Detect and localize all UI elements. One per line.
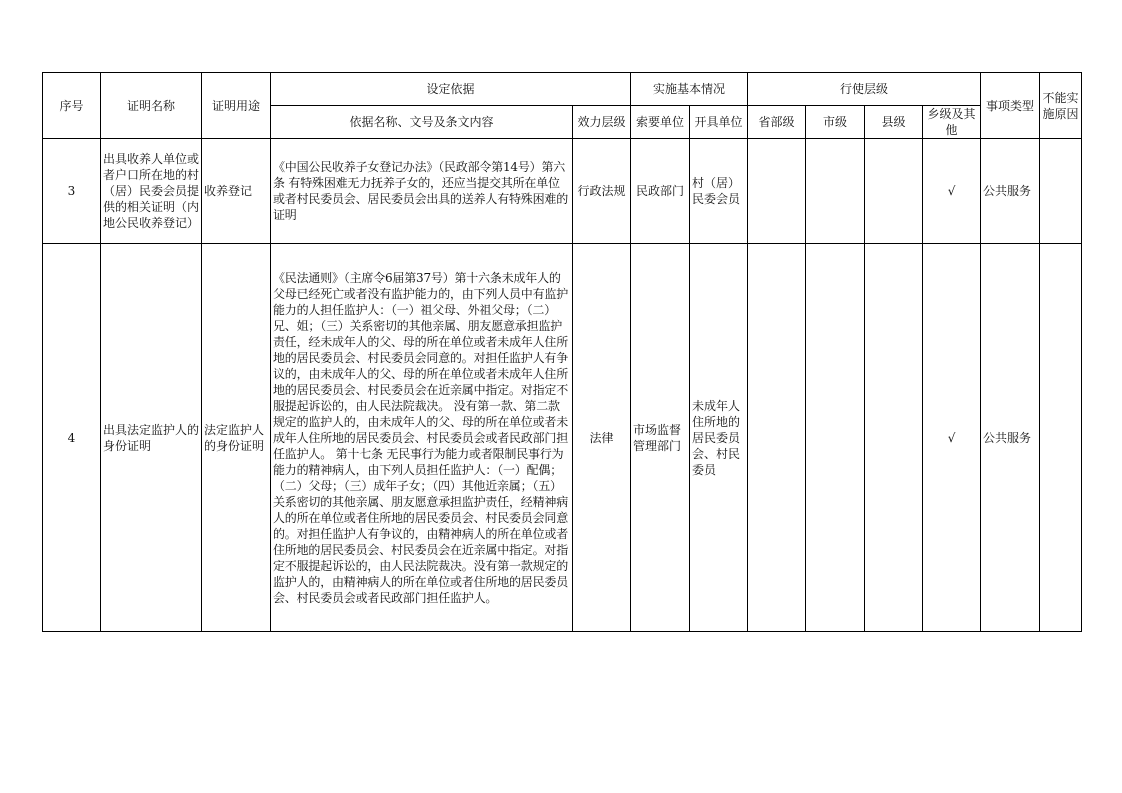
row-cert-name: 出具收养人单位或者户口所在地的村（居）民委会员提供的相关证明（内地公民收养登记）	[101, 139, 202, 244]
row-cannot-reason	[1040, 244, 1082, 632]
header-basis-group: 设定依据	[271, 73, 631, 106]
row-cannot-reason	[1040, 139, 1082, 244]
row-seq: 3	[43, 139, 101, 244]
row-township-check: √	[923, 244, 981, 632]
row-cert-name: 出具法定监护人的身份证明	[101, 244, 202, 632]
header-level-group: 行使层级	[748, 73, 981, 106]
row-county	[865, 139, 923, 244]
header-issue-unit: 开具单位	[690, 106, 748, 139]
header-request-unit: 索要单位	[631, 106, 690, 139]
row-request-unit: 市场监督管理部门	[631, 244, 690, 632]
row-item-type: 公共服务	[981, 244, 1040, 632]
row-county	[865, 244, 923, 632]
row-basis: 《中国公民收养子女登记办法》（民政部令第14号）第六条 有特殊困难无力抚养子女的，还应当提交其所在单位或者村民委员会、居民委员会出具的送养人有特殊困难的证明	[271, 139, 573, 244]
header-cannot-reason: 不能实施原因	[1040, 73, 1082, 139]
header-township: 乡级及其他	[923, 106, 981, 139]
certificate-table	[42, 72, 1082, 632]
row-province	[748, 244, 806, 632]
header-cert-use: 证明用途	[202, 73, 271, 139]
row-township-check: √	[923, 139, 981, 244]
row-effect-level: 行政法规	[573, 139, 631, 244]
header-city: 市级	[806, 106, 865, 139]
header-effect-level: 效力层级	[573, 106, 631, 139]
header-basis-detail: 依据名称、文号及条文内容	[271, 106, 573, 139]
row-issue-unit: 村（居）民委会员	[690, 139, 748, 244]
row-cert-use: 收养登记	[202, 139, 271, 244]
header-cert-name: 证明名称	[101, 73, 202, 139]
header-seq: 序号	[43, 73, 101, 139]
table-row	[43, 139, 1082, 244]
row-city	[806, 244, 865, 632]
table-row	[43, 244, 1082, 632]
row-effect-level: 法律	[573, 244, 631, 632]
row-request-unit: 民政部门	[631, 139, 690, 244]
row-province	[748, 139, 806, 244]
header-item-type: 事项类型	[981, 73, 1040, 139]
row-item-type: 公共服务	[981, 139, 1040, 244]
row-issue-unit: 未成年人住所地的居民委员会、村民委员	[690, 244, 748, 632]
header-impl-group: 实施基本情况	[631, 73, 748, 106]
header-row-1	[43, 73, 1082, 106]
row-city	[806, 139, 865, 244]
header-province: 省部级	[748, 106, 806, 139]
header-county: 县级	[865, 106, 923, 139]
row-basis: 《民法通则》（主席令6届第37号）第十六条未成年人的父母已经死亡或者没有监护能力的，由下列人员中有监护能力的人担任监护人：（一）祖父母、外祖父母；（二）兄、姐；（三）关系密切的其他亲属、朋友愿意承担监护责任，经未成年人的父、母的所在单位或者未成年人住所地的居民委员会、村民委员会同意的。对担任监护人有争议的，由未成年人的父、母的所在单位或者未成年人住所地的居民委员会、村民委员会在近亲属中指定。对指定不服提起诉讼的，由人民法院裁决。 没有第一款、第二款规定的监护人的，由未成年人的父、母的所在单位或者未成年人住所地的居民委员会、村民委员会或者民政部门担任监护人。 第十七条 无民事行为能力或者限制民事行为能力的精神病人，由下列人员担任监护人：（一）配偶；（二）父母；（三）成年子女；（四）其他近亲属；（五）关系密切的其他亲属、朋友愿意承担监护责任，经精神病人的所在单位或者住所地的居民委员会、村民委员会同意的。对担任监护人有争议的，由精神病人的所在单位或者住所地的居民委员会、村民委员会在近亲属中指定。对指定不服提起诉讼的，由人民法院裁决。没有第一款规定的监护人的，由精神病人的所在单位或者住所地的居民委员会、村民委员会或者民政部门担任监护人。	[271, 244, 573, 632]
row-seq: 4	[43, 244, 101, 632]
row-cert-use: 法定监护人的身份证明	[202, 244, 271, 632]
